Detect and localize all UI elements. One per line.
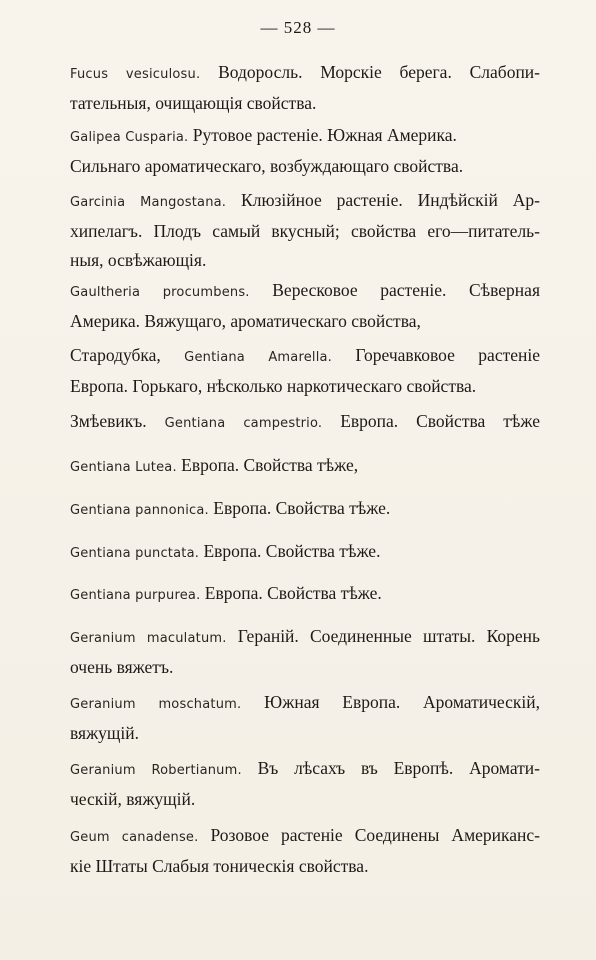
entry-line: кiе Штаты Слабыя тоническiя свойства. <box>70 856 369 876</box>
entry-geranium-moschatum <box>70 688 540 748</box>
entry-text: Вересковое растенiе. Сѣверная <box>249 280 540 300</box>
entry-text: Европа. Свойства тѣже <box>322 411 540 431</box>
entry-line: вяжущiй. <box>70 723 140 743</box>
entry-text: Геранiй. Соединенные штаты. Корень <box>226 626 540 646</box>
entry-line: ныя, освѣжающiя. <box>70 250 207 270</box>
entry-text: Клюзiйное растенiе. Индѣйскiй Ар- <box>226 190 540 210</box>
entry-text: Водоросль. Морскiе берега. Слабопи- <box>200 62 540 82</box>
entry-text: Европа. Свойства тѣже. <box>199 541 381 561</box>
entry-text: Розовое растенiе Соединены Американс- <box>198 825 540 845</box>
entry-line <box>70 407 540 438</box>
entry-text: Въ лѣсахъ въ Европѣ. Аромати- <box>241 758 540 778</box>
latin-name: Gentiana pannonica. <box>70 503 209 518</box>
entry-line <box>70 341 540 372</box>
entry-text: Европа. Свойства тѣже, <box>176 455 359 475</box>
entry-text: Европа. Свойства тѣже. <box>208 498 391 518</box>
entry-line: ческiй, вяжущiй. <box>70 789 196 809</box>
latin-name: Gentiana Lutea. <box>70 460 177 475</box>
entry-text: Горечавковое растенiе <box>332 345 540 365</box>
entry-fucus-vesiculosus <box>70 58 540 118</box>
entry-line <box>70 451 540 482</box>
entry-line <box>70 688 540 719</box>
entry-line <box>70 821 540 852</box>
entry-geranium-maculatum <box>70 622 540 682</box>
entry-galipea-cusparia <box>70 121 540 181</box>
latin-name: Gaultheria procumbens. <box>70 285 250 300</box>
entry-text: Рутовое растенiе. Южная Америка. <box>188 125 457 145</box>
entry-line: хипелагъ. Плодъ самый вкусный; свойства его—питатель- <box>70 221 540 241</box>
entry-gentiana-punctata <box>70 537 540 568</box>
entry-geum-canadense <box>70 821 540 881</box>
entry-gentiana-lutea <box>70 451 540 482</box>
entry-prefix: Стародубка, <box>70 345 185 365</box>
latin-name: Geranium Robertianum. <box>70 763 242 778</box>
latin-name: Gentiana punctata. <box>70 546 200 561</box>
entry-text: Южная Европа. Ароматическiй, <box>241 692 540 712</box>
entry-line <box>70 494 540 525</box>
entry-garcinia-mangostana <box>70 186 540 275</box>
latin-name: Galipea Cusparia. <box>70 130 189 145</box>
entry-line: Европа. Горькаго, нѣсколько наркотическаго свойства. <box>70 376 477 396</box>
entry-line <box>70 121 540 152</box>
entry-line: Сильнаго ароматическаго, возбуждающаго свойства. <box>70 156 464 176</box>
entry-text: Европа. Свойства тѣже. <box>200 583 382 603</box>
entry-gentiana-amarella <box>70 341 540 401</box>
latin-name: Geranium maculatum. <box>70 631 227 646</box>
entry-gentiana-purpurea <box>70 579 540 610</box>
entry-line <box>70 58 540 89</box>
latin-name: Gentiana campestrio. <box>164 416 323 431</box>
latin-name: Geranium moschatum. <box>70 697 242 712</box>
entry-prefix: Змѣевикъ. <box>70 411 165 431</box>
latin-name: Gentiana Amarella. <box>184 350 333 365</box>
entry-gaultheria-procumbens <box>70 276 540 336</box>
page-number: — 528 — <box>260 18 336 37</box>
entry-line: Америка. Вяжущаго, ароматическаго свойства, <box>70 311 421 331</box>
latin-name: Gentiana purpurea. <box>70 588 201 603</box>
latin-name: Geum canadense. <box>70 830 199 845</box>
entry-gentiana-pannonica <box>70 494 540 525</box>
entry-gentiana-campestris <box>70 407 540 438</box>
entry-line: очень вяжетъ. <box>70 657 174 677</box>
entry-line <box>70 186 540 217</box>
entry-line <box>70 537 540 568</box>
entry-line <box>70 276 540 307</box>
entry-line <box>70 579 540 610</box>
latin-name: Fucus vesiculosu. <box>70 67 201 82</box>
entry-geranium-robertianum <box>70 754 540 814</box>
entry-line <box>70 754 540 785</box>
entry-line <box>70 622 540 653</box>
entry-line: тательныя, очищающiя свойства. <box>70 93 317 113</box>
latin-name: Garcinia Mangostana. <box>70 195 227 210</box>
